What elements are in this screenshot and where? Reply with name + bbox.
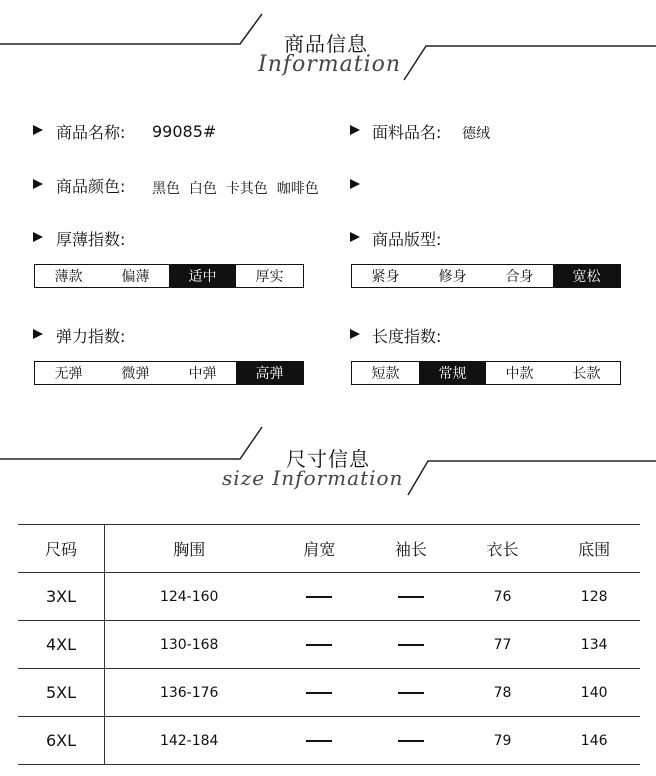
label-fit: 商品版型:	[372, 230, 442, 249]
value-fabric: 德绒	[462, 126, 490, 142]
header-cell: 肩宽	[273, 525, 365, 573]
cell-sleeve	[365, 573, 457, 621]
cell-shoulder	[273, 669, 365, 717]
table-row	[18, 621, 640, 669]
scale-option: 中弹	[188, 366, 217, 382]
dash-mark	[398, 644, 424, 646]
dash-mark	[398, 596, 424, 598]
bullet-arrow-icon	[33, 329, 43, 339]
cell-shoulder	[273, 621, 365, 669]
bullet-arrow-icon	[33, 232, 43, 242]
scale-length	[351, 361, 621, 385]
cell-hem: 134	[548, 621, 640, 669]
section-script-size-information: size Information	[222, 466, 404, 490]
scale-option: 常规	[419, 362, 486, 384]
header-cell: 尺码	[18, 525, 105, 573]
bullet-arrow-icon	[350, 232, 360, 242]
section-title-size-info: 尺寸信息	[286, 447, 370, 471]
label-product-name: 商品名称:	[56, 123, 126, 142]
dash-mark	[306, 692, 332, 694]
scale-option: 薄款	[54, 269, 83, 285]
table-row	[18, 573, 640, 621]
scale-option: 宽松	[553, 265, 620, 287]
scale-option: 长款	[572, 366, 601, 382]
cell-sleeve	[365, 717, 457, 765]
table-row	[18, 717, 640, 765]
bullet-arrow-icon	[33, 125, 43, 135]
cell-shoulder	[273, 573, 365, 621]
label-elasticity: 弹力指数:	[56, 327, 126, 346]
dash-mark	[306, 596, 332, 598]
section-script-information: Information	[258, 52, 402, 77]
cell-chest: 136-176	[105, 669, 274, 717]
scale-option: 合身	[505, 269, 534, 285]
cell-size: 3XL	[18, 573, 105, 621]
label-thickness: 厚薄指数:	[56, 230, 126, 249]
table-header-row	[18, 525, 640, 573]
scale-option: 偏薄	[121, 269, 150, 285]
value-product-name: 99085#	[152, 122, 217, 141]
scale-option: 厚实	[255, 269, 284, 285]
cell-size: 4XL	[18, 621, 105, 669]
cell-hem: 128	[548, 573, 640, 621]
cell-length: 79	[457, 717, 549, 765]
cell-size: 6XL	[18, 717, 105, 765]
cell-length: 78	[457, 669, 549, 717]
scale-option: 适中	[169, 265, 236, 287]
scale-option: 微弹	[121, 366, 150, 382]
dash-mark	[398, 740, 424, 742]
header-cell: 衣长	[457, 525, 549, 573]
dash-mark	[306, 740, 332, 742]
bullet-arrow-icon	[33, 179, 43, 189]
scale-fit	[351, 264, 621, 288]
cell-chest: 130-168	[105, 621, 274, 669]
cell-hem: 140	[548, 669, 640, 717]
scale-option: 中款	[505, 366, 534, 382]
scale-option: 修身	[438, 269, 467, 285]
cell-sleeve	[365, 669, 457, 717]
header-cell: 底围	[548, 525, 640, 573]
dash-mark	[306, 644, 332, 646]
cell-sleeve	[365, 621, 457, 669]
scale-elasticity	[34, 361, 304, 385]
header-cell: 袖长	[365, 525, 457, 573]
cell-shoulder	[273, 717, 365, 765]
bullet-arrow-icon	[350, 179, 360, 189]
cell-size: 5XL	[18, 669, 105, 717]
dash-mark	[398, 692, 424, 694]
label-color: 商品颜色:	[56, 177, 126, 196]
scale-thickness	[34, 264, 304, 288]
label-fabric: 面料品名:	[372, 123, 442, 142]
bullet-arrow-icon	[350, 329, 360, 339]
cell-chest: 142-184	[105, 717, 274, 765]
cell-length: 76	[457, 573, 549, 621]
section-title-product-info: 商品信息	[284, 32, 368, 56]
scale-option: 无弹	[54, 366, 83, 382]
header-cell: 胸围	[105, 525, 274, 573]
scale-option: 紧身	[371, 269, 400, 285]
table-row	[18, 669, 640, 717]
cell-chest: 124-160	[105, 573, 274, 621]
cell-hem: 146	[548, 717, 640, 765]
scale-option: 高弹	[236, 362, 303, 384]
cell-length: 77	[457, 621, 549, 669]
label-length: 长度指数:	[372, 327, 442, 346]
scale-option: 短款	[371, 366, 400, 382]
size-table	[18, 524, 640, 765]
value-colors: 黑色 白色 卡其色 咖啡色	[152, 181, 319, 197]
bullet-arrow-icon	[350, 125, 360, 135]
